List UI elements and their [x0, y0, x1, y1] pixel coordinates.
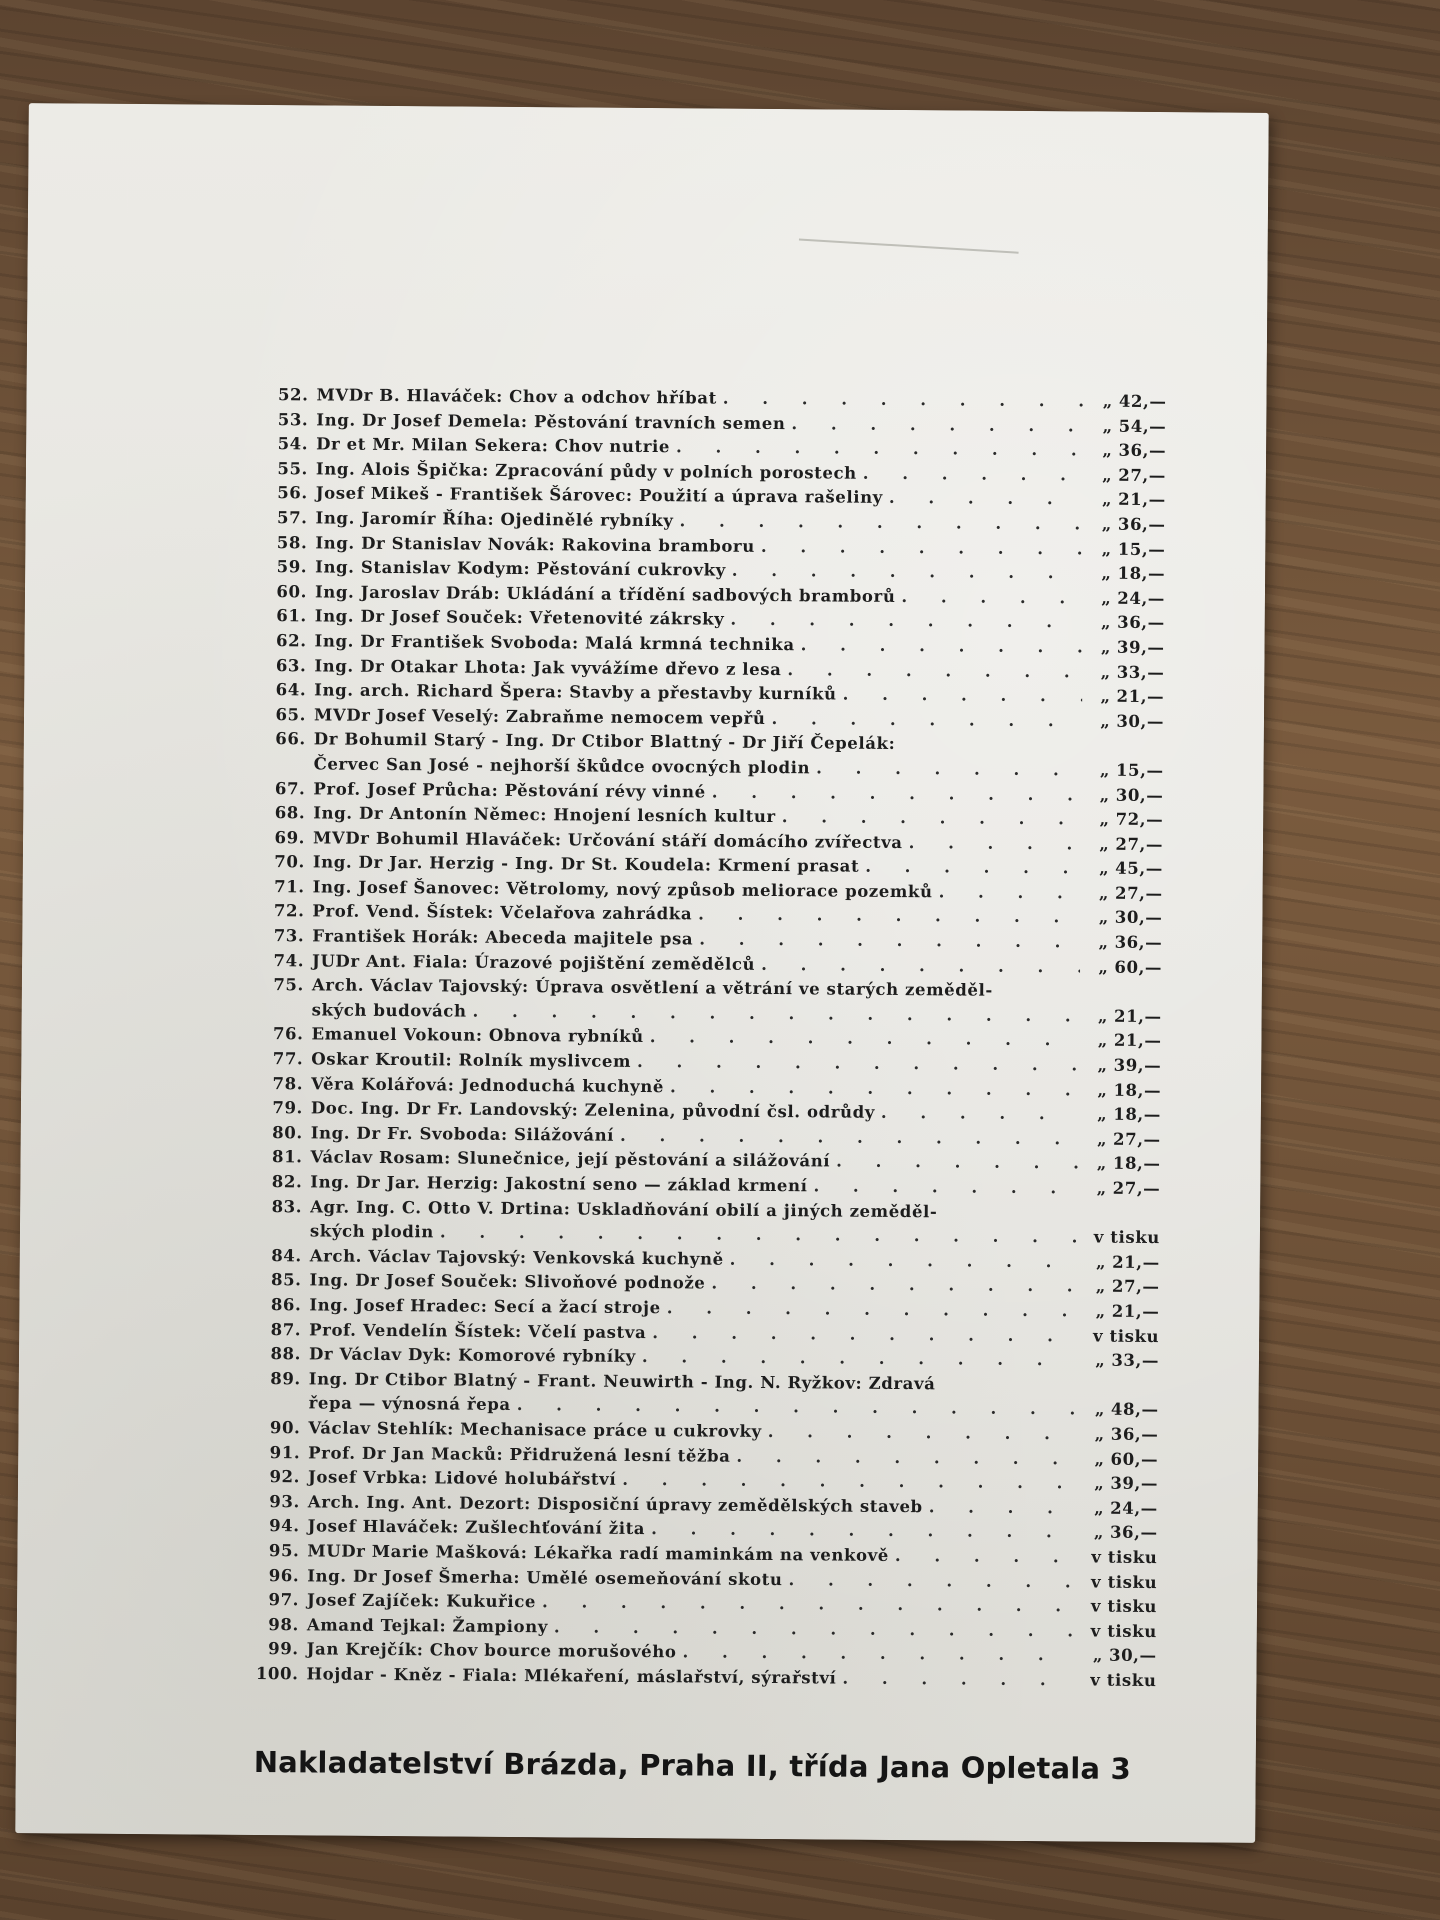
item-price	[1083, 1275, 1159, 1300]
item-price	[1088, 758, 1164, 783]
price-value: 60,—	[1114, 957, 1163, 977]
leader-dots	[761, 534, 1084, 561]
leader-dots	[679, 509, 1083, 537]
item-number: 95.	[268, 1540, 300, 1561]
leader-dots	[699, 928, 1080, 956]
ditto-mark: „	[1094, 1498, 1105, 1518]
ditto-mark: „	[1100, 711, 1111, 731]
item-number: 98.	[268, 1614, 299, 1635]
item-price	[1090, 390, 1166, 415]
price-value: 39,—	[1116, 637, 1165, 658]
item-number: 78.	[272, 1073, 304, 1093]
item-title: Josef Zajíček: Kukuřice	[306, 1590, 537, 1612]
ditto-mark: „	[1100, 662, 1111, 682]
price-value: 36,—	[1117, 514, 1166, 535]
ditto-mark: „	[1101, 588, 1112, 608]
ditto-mark: „	[1096, 1153, 1107, 1174]
leader-dots	[791, 412, 1084, 439]
item-number: 73.	[273, 926, 305, 946]
item-price	[1082, 1447, 1158, 1472]
price-value: v tisku	[1092, 1326, 1160, 1346]
item-price	[1082, 1521, 1158, 1546]
item-price	[1086, 906, 1162, 931]
price-value: 42,—	[1118, 391, 1167, 412]
item-price	[1084, 1176, 1160, 1201]
leader-dots	[761, 953, 1080, 980]
ditto-mark: „	[1092, 1645, 1104, 1665]
ditto-mark: „	[1098, 957, 1109, 977]
ditto-mark: „	[1094, 1473, 1105, 1493]
item-number: 100.	[255, 1663, 299, 1684]
leader-dots	[836, 1150, 1078, 1176]
price-value: 21,—	[1113, 1031, 1162, 1051]
item-number: 96.	[268, 1565, 300, 1585]
ditto-mark: „	[1102, 465, 1113, 485]
leader-dots	[816, 756, 1082, 783]
leader-dots	[813, 1174, 1078, 1201]
item-number: 61.	[276, 606, 307, 626]
item-title: MVDr Bohumil Hlaváček: Určování stáří domácího zvířectva	[312, 828, 903, 852]
price-value: 27,—	[1118, 465, 1166, 485]
item-price	[1087, 783, 1163, 808]
item-title: Ing. Dr Josef Demela: Pěstování travních semen	[316, 410, 786, 433]
ditto-mark: „	[1097, 1055, 1108, 1075]
price-value: 45,—	[1115, 858, 1163, 879]
item-number: 85.	[270, 1270, 302, 1290]
ditto-mark: „	[1099, 809, 1110, 829]
item-title: Josef Vrbka: Lidové holubářství	[307, 1467, 617, 1489]
item-price	[1086, 955, 1162, 980]
ditto-mark: „	[1101, 489, 1113, 510]
leader-dots	[788, 1568, 1075, 1595]
leader-dots	[651, 1517, 1076, 1545]
price-value: 21,—	[1118, 490, 1166, 510]
item-title: JUDr Ant. Fiala: Úrazové pojištění zemědělců	[312, 951, 756, 974]
item-number: 70.	[274, 852, 305, 872]
item-number: 63.	[275, 655, 307, 675]
leader-dots	[730, 1247, 1078, 1274]
price-value: 21,—	[1116, 686, 1165, 707]
item-title: Prof. Vend. Šístek: Včelařova zahrádka	[312, 901, 693, 924]
price-value: 60,—	[1110, 1449, 1159, 1469]
leader-dots	[801, 633, 1083, 660]
price-value: 33,—	[1116, 662, 1165, 682]
leader-dots	[771, 707, 1082, 734]
item-title: Ing. Dr Fr. Svoboda: Silážování	[310, 1123, 615, 1145]
item-price	[1090, 488, 1166, 513]
item-title: Arch. Václav Tajovský: Úprava osvětlení a větrání ve starých zeměděl-	[311, 975, 993, 1001]
item-title: Dr Bohumil Starý - Ing. Dr Ctibor Blattný - Dr Jiří Čepelák:	[313, 729, 896, 754]
item-title: Ing. Dr Josef Šmerha: Umělé osemeňování skotu	[307, 1565, 783, 1589]
price-value: 36,—	[1110, 1424, 1159, 1445]
item-price	[1081, 1545, 1157, 1570]
item-title: Hojdar - Kněz - Fiala: Mlékaření, máslařství, sýrařství	[306, 1664, 837, 1688]
price-value: v tisku	[1090, 1596, 1158, 1617]
item-number: 68.	[274, 803, 306, 823]
list-item	[264, 727, 1164, 783]
leader-dots	[670, 1075, 1079, 1103]
item-number: 53.	[277, 409, 309, 429]
price-value: 24,—	[1117, 588, 1166, 608]
leader-dots	[909, 831, 1082, 857]
item-price	[1089, 611, 1165, 636]
item-price	[1084, 1226, 1160, 1251]
price-value: 39,—	[1110, 1473, 1159, 1494]
item-number: 87.	[270, 1319, 302, 1339]
ditto-mark: „	[1099, 760, 1111, 780]
ditto-mark: „	[1099, 785, 1110, 805]
item-title: Agr. Ing. C. Otto V. Drtina: Uskladňování obilí a jiných zeměděl-	[310, 1196, 938, 1221]
price-value: v tisku	[1093, 1227, 1161, 1248]
item-price	[1083, 1349, 1159, 1374]
price-value: 18,—	[1113, 1104, 1161, 1125]
item-price	[1089, 562, 1165, 587]
item-title: Václav Stehlík: Mechanisace práce u cukrovky	[308, 1418, 762, 1441]
price-value: 39,—	[1113, 1055, 1162, 1076]
item-price	[1090, 439, 1166, 464]
leader-dots	[732, 559, 1084, 586]
price-value: v tisku	[1090, 1621, 1157, 1641]
ditto-mark: „	[1098, 932, 1109, 952]
item-title: ských budovách	[311, 1000, 467, 1021]
price-value: 27,—	[1114, 883, 1163, 903]
list-item	[260, 1195, 1160, 1251]
price-value: 27,—	[1115, 834, 1164, 854]
item-number: 66.	[275, 729, 306, 749]
item-price	[1087, 881, 1163, 906]
item-price	[1089, 537, 1165, 562]
item-price	[1081, 1619, 1157, 1644]
item-title: Ing. Dr Stanislav Novák: Rakovina bramboru	[315, 532, 755, 556]
ditto-mark: „	[1101, 514, 1113, 534]
ditto-mark: „	[1102, 440, 1113, 460]
leader-dots	[736, 1444, 1076, 1471]
item-title: Josef Hlaváček: Zušlechťování žita	[307, 1516, 646, 1539]
leader-dots	[682, 1641, 1074, 1669]
leader-dots	[865, 855, 1081, 881]
item-title: Dr Václav Dyk: Komorové rybníky	[308, 1344, 636, 1367]
leader-dots	[901, 585, 1083, 611]
ditto-mark: „	[1094, 1399, 1106, 1419]
item-number: 82.	[271, 1172, 303, 1192]
item-number: 91.	[269, 1442, 301, 1462]
item-title: Ing. Josef Šanovec: Větrolomy, nový způsob meliorace pozemků	[312, 877, 933, 902]
item-title: Emanuel Vokoun: Obnova rybníků	[311, 1024, 644, 1047]
leader-dots	[642, 1345, 1077, 1373]
item-number: 74.	[273, 950, 305, 971]
item-title: Ing. Dr Ctibor Blatný - Frant. Neuwirth - Ing. N. Ryžkov: Zdravá	[308, 1369, 936, 1394]
item-number: 79.	[272, 1098, 304, 1118]
item-number: 57.	[276, 508, 308, 528]
ditto-mark: „	[1094, 1424, 1105, 1444]
item-number: 90.	[269, 1418, 301, 1438]
price-value: v tisku	[1090, 1670, 1157, 1690]
ditto-mark: „	[1097, 1006, 1109, 1026]
item-title: Ing. Dr Jar. Herzig - Ing. Dr St. Koudela: Krmení prasat	[312, 852, 860, 876]
price-value: v tisku	[1091, 1547, 1158, 1567]
price-value: 15,—	[1117, 539, 1166, 559]
ditto-mark: „	[1101, 539, 1112, 559]
leader-dots	[787, 658, 1082, 685]
ditto-mark: „	[1098, 908, 1109, 928]
publication-list	[256, 383, 1166, 1693]
ditto-mark: „	[1096, 1129, 1108, 1149]
leader-dots	[895, 1544, 1076, 1570]
item-title: Ing. Stanislav Kodym: Pěstování cukrovky	[315, 557, 726, 580]
item-title: Ing. Alois Špička: Zpracování půdy v polních porostech	[315, 459, 857, 483]
price-value: 30,—	[1114, 908, 1163, 928]
item-price	[1090, 414, 1166, 439]
price-value: 21,—	[1113, 1006, 1162, 1026]
item-title: Ing. Dr Jar. Herzig: Jakostní seno — základ krmení	[310, 1172, 808, 1196]
item-title: Prof. Josef Průcha: Pěstování révy vinné	[313, 778, 706, 801]
price-value: 18,—	[1112, 1154, 1161, 1174]
item-number: 76.	[272, 1024, 304, 1044]
ditto-mark: „	[1100, 612, 1112, 633]
item-price	[1086, 1004, 1162, 1029]
item-title: Ing. Dr Josef Souček: Vřetenovité zákrsky	[314, 606, 725, 629]
item-number: 71.	[274, 876, 305, 897]
item-price	[1082, 1472, 1158, 1497]
item-number: 81.	[271, 1147, 303, 1167]
item-title: Josef Mikeš - František Šárovec: Použití a úprava rašeliny	[315, 483, 883, 508]
ditto-mark: „	[1096, 1178, 1107, 1198]
leader-dots	[730, 608, 1083, 635]
item-price	[1085, 1078, 1161, 1103]
item-price	[1087, 808, 1163, 833]
item-price	[1080, 1668, 1156, 1693]
leader-dots	[711, 1272, 1077, 1299]
item-price	[1088, 660, 1164, 685]
item-title: Červec San José - nejhorší škůdce ovocných plodin	[313, 754, 811, 778]
leader-dots	[637, 1050, 1079, 1078]
item-price	[1085, 1029, 1161, 1054]
item-title: Doc. Ing. Dr Fr. Landovský: Zelenina, původní čsl. odrůdy	[310, 1098, 876, 1123]
leader-dots	[889, 486, 1084, 512]
item-title: Prof. Dr Jan Macků: Přidružená lesní těžba	[308, 1442, 731, 1466]
leader-dots	[620, 1124, 1079, 1152]
item-price	[1090, 463, 1166, 488]
item-title: ských plodin	[309, 1221, 434, 1242]
item-number: 83.	[271, 1196, 303, 1216]
item-price	[1081, 1595, 1157, 1620]
leader-dots	[652, 1321, 1077, 1349]
ditto-mark: „	[1095, 1276, 1107, 1297]
price-value: 18,—	[1113, 1080, 1162, 1100]
item-price	[1089, 512, 1165, 537]
item-number: 60.	[276, 581, 308, 602]
item-title: Ing. Jaromír Říha: Ojedinělé rybníky	[315, 508, 674, 531]
leader-dots	[863, 462, 1084, 488]
item-title: Ing. Dr Josef Souček: Slivoňové podnože	[309, 1270, 706, 1293]
item-price	[1084, 1250, 1160, 1275]
item-price	[1081, 1644, 1157, 1669]
item-title: MVDr B. Hlaváček: Chov a odchov hříbat	[316, 385, 717, 408]
ditto-mark: „	[1095, 1350, 1106, 1370]
ditto-mark: „	[1102, 391, 1113, 411]
item-title: Ing. Josef Hradec: Secí a žací stroje	[309, 1295, 661, 1318]
price-value: 36,—	[1118, 440, 1167, 461]
item-title: Arch. Ing. Ant. Dezort: Disposiční úpravy zemědělských staveb	[307, 1492, 923, 1516]
ditto-mark: „	[1099, 834, 1110, 854]
item-title: Dr et Mr. Milan Sekera: Chov nutrie	[316, 434, 671, 457]
ditto-mark: „	[1100, 686, 1111, 706]
leader-dots	[768, 1420, 1077, 1447]
ditto-mark: „	[1097, 1104, 1108, 1124]
item-number: 72.	[273, 901, 305, 921]
item-title: MUDr Marie Mašková: Lékařka radí maminkám na venkově	[307, 1541, 890, 1565]
price-value: 27,—	[1112, 1178, 1161, 1199]
item-number: 80.	[272, 1122, 303, 1143]
leader-dots	[712, 780, 1082, 807]
item-price	[1088, 685, 1164, 710]
item-title: Oskar Kroutil: Rolník myslivcem	[311, 1049, 632, 1071]
leader-dots	[881, 1101, 1079, 1127]
item-number: 52.	[277, 385, 309, 405]
item-title: Ing. Dr Otakar Lhota: Jak vyvážíme dřevo z lesa	[314, 655, 782, 679]
item-price	[1085, 1103, 1161, 1128]
price-value: 33,—	[1111, 1350, 1160, 1371]
price-value: v tisku	[1091, 1572, 1158, 1592]
item-number: 86.	[270, 1295, 302, 1315]
ditto-mark: „	[1097, 1080, 1108, 1100]
item-number: 54.	[277, 434, 309, 454]
item-price	[1086, 931, 1162, 956]
item-title: Arch. Václav Tajovský: Venkovská kuchyně	[309, 1246, 724, 1269]
leader-dots	[842, 1666, 1074, 1692]
item-title: Amand Tejkal: Žampiony	[306, 1615, 549, 1636]
leader-dots	[782, 805, 1082, 832]
price-value: 15,—	[1115, 760, 1164, 780]
item-number: 64.	[275, 680, 307, 700]
leader-dots	[622, 1468, 1076, 1496]
list-item	[259, 1367, 1159, 1423]
item-number: 65.	[275, 704, 307, 725]
publisher-imprint: Nakladatelství Brázda, Praha II, třída Jana Opletala 3	[253, 1744, 1132, 1786]
price-value: 30,—	[1115, 785, 1164, 805]
price-value: 48,—	[1110, 1400, 1159, 1420]
price-value: 18,—	[1117, 563, 1166, 584]
item-number: 59.	[276, 557, 308, 577]
leader-dots	[723, 387, 1085, 414]
item-price	[1083, 1299, 1159, 1324]
item-number: 67.	[274, 778, 306, 798]
ditto-mark: „	[1093, 1522, 1105, 1542]
item-title: Ing. arch. Richard Špera: Stavby a přestavby kurníků	[314, 680, 837, 704]
price-value: 21,—	[1111, 1301, 1160, 1322]
item-title: Prof. Vendelín Šístek: Včelí pastva	[309, 1319, 647, 1342]
ditto-mark: „	[1095, 1252, 1107, 1272]
price-value: 27,—	[1111, 1277, 1160, 1297]
item-price	[1083, 1324, 1159, 1349]
ditto-mark: „	[1094, 1449, 1105, 1469]
item-number: 56.	[277, 483, 308, 503]
item-title: řepa — výnosná řepa	[308, 1393, 511, 1415]
ditto-mark: „	[1095, 1301, 1106, 1321]
item-price	[1085, 1054, 1161, 1079]
item-number: 62.	[276, 631, 307, 651]
price-value: 54,—	[1118, 416, 1167, 436]
item-number: 89.	[270, 1368, 301, 1389]
item-number: 69.	[274, 827, 306, 848]
price-value: 24,—	[1110, 1498, 1158, 1518]
leader-dots	[939, 880, 1081, 906]
price-value: 36,—	[1117, 613, 1165, 633]
item-number: 84.	[271, 1245, 302, 1266]
item-number: 55.	[277, 458, 309, 479]
item-number: 58.	[276, 532, 308, 552]
ditto-mark: „	[1102, 416, 1113, 436]
price-value: 36,—	[1114, 932, 1163, 953]
list-item	[262, 973, 1162, 1029]
item-title: Ing. Dr Antonín Němec: Hnojení lesních kultur	[313, 803, 776, 827]
leader-dots	[698, 903, 1080, 931]
ditto-mark: „	[1098, 883, 1110, 903]
item-title: Jan Krejčík: Chov bource morušového	[306, 1639, 677, 1662]
price-value: 27,—	[1113, 1129, 1161, 1149]
leader-dots	[929, 1495, 1076, 1521]
item-price	[1087, 832, 1163, 857]
item-price	[1082, 1496, 1158, 1521]
item-number: 92.	[269, 1467, 301, 1487]
item-number: 88.	[270, 1344, 302, 1364]
item-price	[1081, 1570, 1157, 1595]
item-title: Ing. Jaroslav Dráb: Ukládání a třídění sadbových bramborů	[314, 582, 896, 606]
price-value: 36,—	[1109, 1523, 1158, 1543]
item-price	[1088, 635, 1164, 660]
item-price	[1082, 1398, 1158, 1423]
item-price	[1085, 1127, 1161, 1152]
price-value: 72,—	[1115, 809, 1164, 830]
item-title: MVDr Josef Veselý: Zabraňme nemocem vepřů	[313, 705, 766, 728]
price-value: 21,—	[1112, 1252, 1160, 1272]
ditto-mark: „	[1099, 858, 1110, 878]
item-price	[1089, 586, 1165, 611]
item-price	[1084, 1152, 1160, 1177]
item-title: Věra Kolářová: Jednoduchá kuchyně	[311, 1074, 665, 1096]
leader-dots	[650, 1026, 1080, 1054]
item-number: 97.	[268, 1590, 300, 1610]
item-price	[1088, 709, 1164, 734]
item-number: 94.	[269, 1516, 300, 1536]
item-title: Ing. Dr František Svoboda: Malá krmná technika	[314, 631, 795, 655]
ditto-mark: „	[1100, 637, 1112, 657]
item-number: 77.	[272, 1049, 304, 1069]
price-value: 30,—	[1108, 1645, 1157, 1666]
item-price	[1082, 1422, 1158, 1447]
item-number: 99.	[268, 1639, 299, 1659]
ditto-mark: „	[1101, 563, 1112, 583]
ditto-mark: „	[1097, 1031, 1108, 1051]
price-value: 30,—	[1116, 711, 1165, 731]
leader-dots	[843, 683, 1083, 709]
item-number: 93.	[269, 1491, 300, 1512]
item-title: František Horák: Abeceda majitele psa	[312, 926, 694, 949]
item-title: Václav Rosam: Slunečnice, její pěstování a silážování	[310, 1147, 831, 1171]
item-number: 75.	[273, 975, 304, 995]
leader-dots	[667, 1296, 1078, 1324]
booklet-back-cover	[15, 103, 1269, 1843]
paper-tear	[796, 238, 1018, 293]
leader-dots	[676, 435, 1084, 463]
item-price	[1087, 857, 1163, 882]
